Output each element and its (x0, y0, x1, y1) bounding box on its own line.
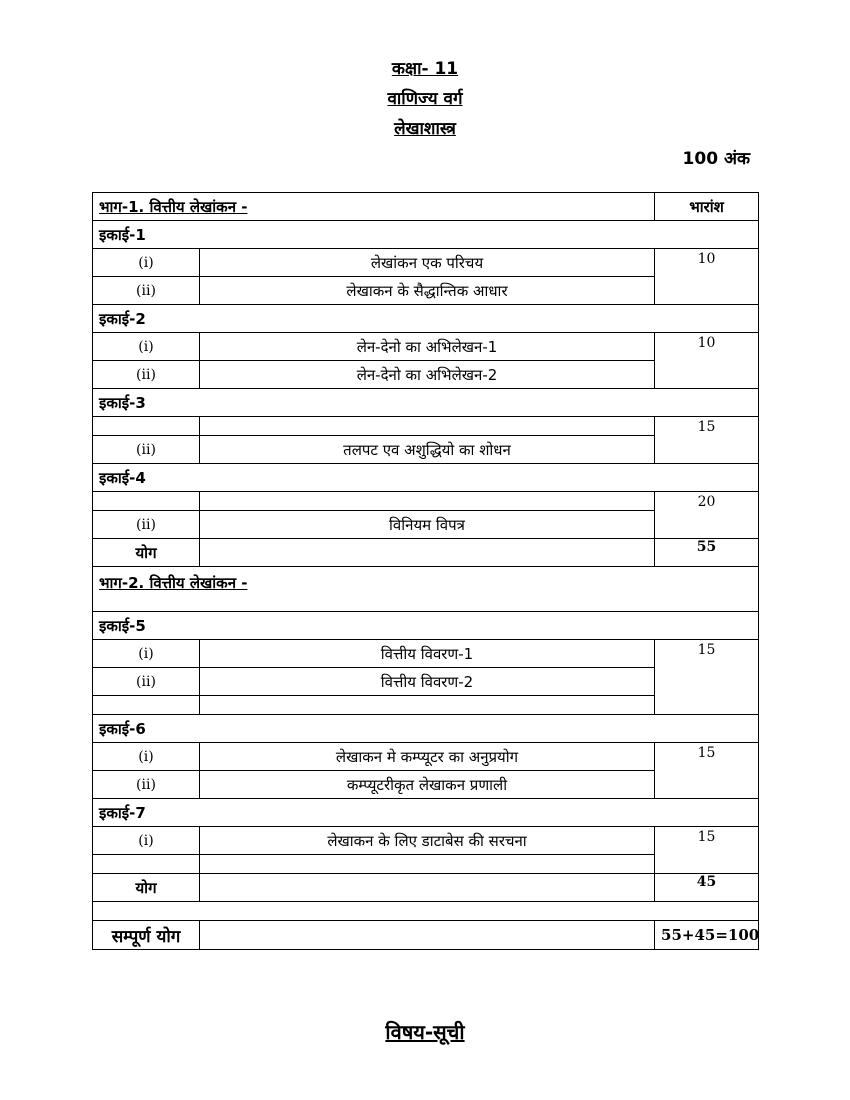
unit4-label: इकाई-4 (93, 464, 759, 492)
class-heading: कक्षा- 11 (391, 59, 459, 79)
part1-total-row (93, 539, 759, 567)
empty-cell (200, 921, 655, 950)
topic-text: लेखाकन के सैद्धान्तिक आधार (200, 277, 655, 305)
unit6-weight: 15 (655, 743, 759, 799)
item-number: (i) (93, 333, 200, 361)
contents-heading: विषय-सूची (385, 1020, 465, 1044)
unit6-label: इकाई-6 (93, 715, 759, 743)
topic-text: वित्तीय विवरण-2 (200, 668, 655, 696)
item-number: (i) (93, 249, 200, 277)
unit4-weight: 20 (655, 492, 759, 539)
empty-cell (93, 855, 200, 874)
topic-text: लेन-देनो का अभिलेखन-1 (200, 333, 655, 361)
unit1-label: इकाई-1 (93, 221, 759, 249)
unit7-label: इकाई-7 (93, 799, 759, 827)
table-row (93, 333, 759, 361)
topic-text: लेखाकन मे कम्प्यूटर का अनुप्रयोग (200, 743, 655, 771)
grand-total-row (93, 921, 759, 950)
empty-cell (93, 902, 759, 921)
unit1-weight: 10 (655, 249, 759, 305)
empty-cell (200, 874, 655, 902)
stream-heading: वाणिज्य वर्ग (387, 89, 463, 109)
item-number: (i) (93, 640, 200, 668)
empty-cell (200, 417, 655, 436)
part1-total-label: योग (93, 539, 200, 567)
part1-title: भाग-1. वित्तीय लेखांकन - (93, 193, 655, 221)
part2-title: भाग-2. वित्तीय लेखांकन - (93, 567, 759, 612)
syllabus-table (92, 192, 759, 950)
unit-row (93, 389, 759, 417)
item-number: (ii) (93, 361, 200, 389)
table-row (93, 640, 759, 668)
table-row (93, 492, 759, 511)
item-number: (ii) (93, 668, 200, 696)
empty-cell (93, 696, 200, 715)
table-row (93, 417, 759, 436)
unit5-weight: 15 (655, 640, 759, 715)
grand-total-label: सम्पूर्ण योग (93, 921, 200, 950)
item-number: (i) (93, 827, 200, 855)
table-row (93, 827, 759, 855)
empty-cell (93, 417, 200, 436)
part2-total-label: योग (93, 874, 200, 902)
unit5-label: इकाई-5 (93, 612, 759, 640)
item-number: (ii) (93, 511, 200, 539)
item-number: (ii) (93, 771, 200, 799)
spacer-row (93, 902, 759, 921)
unit-row (93, 715, 759, 743)
part2-header-row (93, 567, 759, 612)
item-number: (ii) (93, 277, 200, 305)
empty-cell (200, 539, 655, 567)
topic-text: लेन-देनो का अभिलेखन-2 (200, 361, 655, 389)
grand-total-value: 55+45=100 (655, 921, 759, 950)
unit2-weight: 10 (655, 333, 759, 389)
weightage-header: भारांश (655, 193, 759, 221)
empty-cell (93, 492, 200, 511)
topic-text: लेखांकन एक परिचय (200, 249, 655, 277)
part2-total-row (93, 874, 759, 902)
item-number: (ii) (93, 436, 200, 464)
empty-cell (200, 492, 655, 511)
empty-cell (200, 855, 655, 874)
topic-text: वित्तीय विवरण-1 (200, 640, 655, 668)
part1-total-value: 55 (655, 539, 759, 567)
table-row (93, 249, 759, 277)
topic-text: लेखाकन के लिए डाटाबेस की सरचना (200, 827, 655, 855)
subject-heading: लेखाशास्त्र (394, 119, 456, 139)
unit-row (93, 612, 759, 640)
unit7-weight: 15 (655, 827, 759, 874)
topic-text: कम्प्यूटरीकृत लेखाकन प्रणाली (200, 771, 655, 799)
unit-row (93, 464, 759, 492)
topic-text: विनियम विपत्र (200, 511, 655, 539)
part2-total-value: 45 (655, 874, 759, 902)
unit-row (93, 305, 759, 333)
empty-cell (200, 696, 655, 715)
unit3-label: इकाई-3 (93, 389, 759, 417)
unit2-label: इकाई-2 (93, 305, 759, 333)
unit-row (93, 221, 759, 249)
topic-text: तलपट एव अशुद्धियो का शोधन (200, 436, 655, 464)
total-marks: 100 अंक (682, 149, 750, 169)
unit-row (93, 799, 759, 827)
item-number: (i) (93, 743, 200, 771)
unit3-weight: 15 (655, 417, 759, 464)
table-row (93, 743, 759, 771)
part1-header-row (93, 193, 759, 221)
